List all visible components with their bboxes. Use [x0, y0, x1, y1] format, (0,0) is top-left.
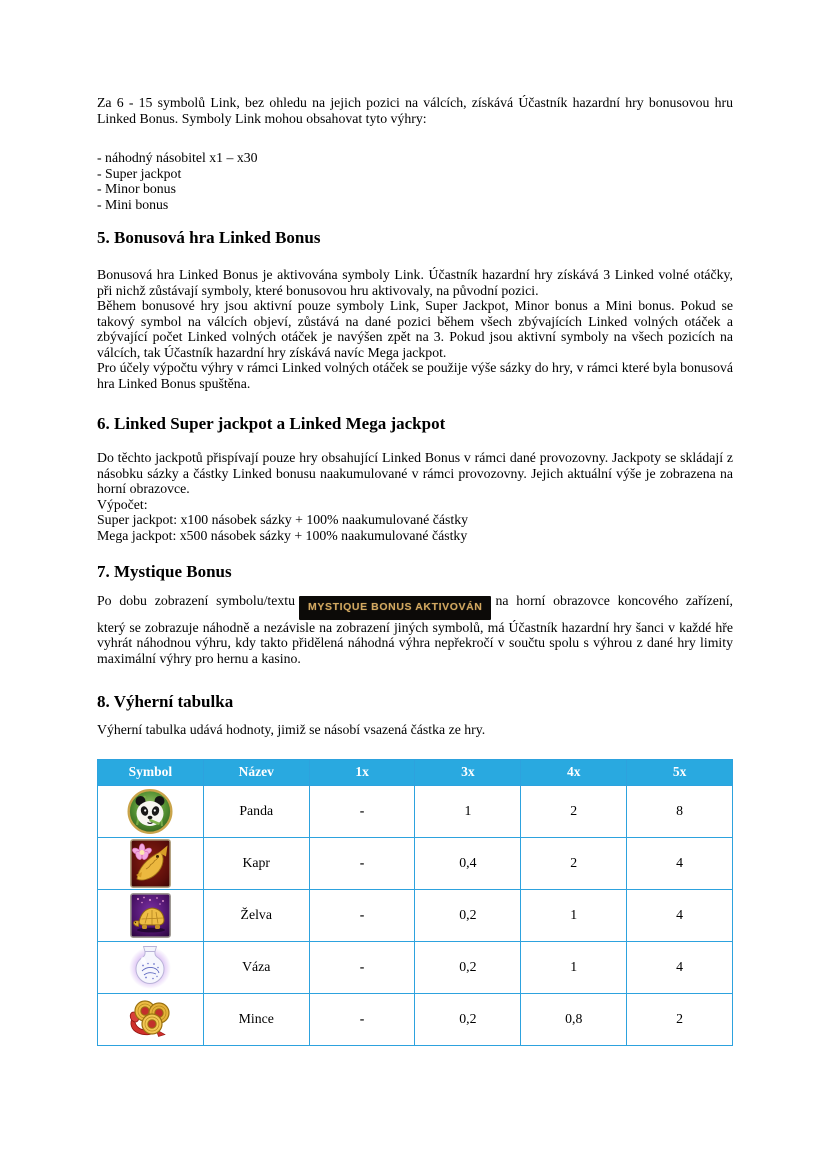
- value-1x: -: [309, 993, 415, 1045]
- symbol-name: Váza: [203, 941, 309, 993]
- header-name: Název: [203, 759, 309, 785]
- paragraph: Mega jackpot: x500 násobek sázky + 100% naakumulované částky: [97, 527, 468, 543]
- value-5x: 2: [627, 993, 733, 1045]
- paytable-header-row: [98, 759, 733, 785]
- section-8-paragraph: Výherní tabulka udává hodnoty, jimiž se násobí vsazená částka ze hry.: [97, 722, 486, 737]
- paragraph: Výpočet:: [97, 496, 148, 512]
- header-3x: 3x: [415, 759, 521, 785]
- section-7-paragraph: [97, 593, 733, 666]
- value-1x: -: [309, 785, 415, 837]
- value-3x: 0,2: [415, 889, 521, 941]
- text-before-badge: Po dobu zobrazení symbolu/textu: [97, 593, 296, 608]
- section-5-body: [97, 267, 733, 391]
- header-4x: 4x: [521, 759, 627, 785]
- link-prizes-list: [97, 150, 733, 212]
- intro-paragraph: Za 6 - 15 symbolů Link, bez ohledu na jejich pozici na válcích, získává Účastník hazardní hry bonusovou hru Linked Bonus. Symboly Link mohou obsahovat tyto výhry:: [97, 95, 733, 126]
- value-3x: 0,2: [415, 941, 521, 993]
- paragraph: Bonusová hra Linked Bonus je aktivována symboly Link. Účastník hazardní hry získává 3 Linked volné otáčky, při nichž zůstávají symboly, které bonusovou hru aktivovaly, na původní pozici.: [97, 267, 733, 298]
- section-6-body: [97, 450, 733, 543]
- section-8-heading: 8. Výherní tabulka: [97, 692, 234, 711]
- header-symbol: Symbol: [98, 759, 204, 785]
- symbol-name: Mince: [203, 993, 309, 1045]
- value-5x: 4: [627, 941, 733, 993]
- list-item: - Super jackpot: [97, 165, 182, 181]
- symbol-name: Panda: [203, 785, 309, 837]
- paragraph: Super jackpot: x100 násobek sázky + 100% naakumulované částky: [97, 512, 469, 527]
- panda-symbol-icon: [98, 788, 203, 835]
- value-1x: -: [309, 837, 415, 889]
- list-item: - náhodný násobitel x1 – x30: [97, 150, 258, 165]
- coins-symbol-icon: [98, 997, 203, 1041]
- paytable: [97, 759, 733, 1046]
- section-5-heading: 5. Bonusová hra Linked Bonus: [97, 228, 321, 247]
- table-row: [98, 941, 733, 993]
- symbol-name: Želva: [203, 889, 309, 941]
- symbol-name: Kapr: [203, 837, 309, 889]
- text-after-badge: na horní obrazovce koncového zařízení, který se zobrazuje náhodně a nezávisle na zobrazení jiných symbolů, má Účastník hazardní hry šanci v každé hře vyhrát náhodnou výhru, kdy takto přidělená náhodná výhra nepřekročí v součtu spolu s výhrou z dané hry limity maximální výhry pro hernu a kasino.: [97, 593, 733, 666]
- table-row: [98, 993, 733, 1045]
- list-item: - Minor bonus: [97, 181, 176, 196]
- mystique-bonus-badge: MYSTIQUE BONUS AKTIVOVÁN: [299, 596, 491, 620]
- list-item: - Mini bonus: [97, 196, 169, 212]
- vase-symbol-icon: [98, 944, 203, 990]
- value-3x: 0,2: [415, 993, 521, 1045]
- header-1x: 1x: [309, 759, 415, 785]
- value-4x: 0,8: [521, 993, 627, 1045]
- value-4x: 1: [521, 941, 627, 993]
- value-4x: 1: [521, 889, 627, 941]
- value-1x: -: [309, 941, 415, 993]
- paragraph: Pro účely výpočtu výhry v rámci Linked volných otáček se použije výše sázky do hry, v rámci které byla bonusová hra Linked Bonus spuštěna.: [97, 360, 733, 391]
- paytable-header: [98, 759, 733, 785]
- table-row: [98, 889, 733, 941]
- value-5x: 4: [627, 889, 733, 941]
- value-3x: 0,4: [415, 837, 521, 889]
- koi-carp-symbol-icon: [98, 839, 203, 888]
- document-content: [97, 0, 733, 1046]
- paragraph: Do těchto jackpotů přispívají pouze hry obsahující Linked Bonus v rámci dané provozovny. Jackpoty se skládají z násobku sázky a částky Linked bonusu naakumulované v rámci provozovny. Jejich aktuální výše je zobrazena na horní obrazovce.: [97, 450, 733, 496]
- value-5x: 4: [627, 837, 733, 889]
- turtle-symbol-icon: [98, 893, 203, 938]
- section-6-heading: 6. Linked Super jackpot a Linked Mega jackpot: [97, 414, 446, 433]
- value-5x: 8: [627, 785, 733, 837]
- value-4x: 2: [521, 837, 627, 889]
- paragraph: Během bonusové hry jsou aktivní pouze symboly Link, Super Jackpot, Minor bonus a Mini bonus. Pokud se takový symbol na válcích objeví, zůstává na dané pozici během všech zbývajících Linked volných otáček a zbývající počet Linked volných otáček je navýšen zpět na 3. Pokud jsou aktivní symboly na všech pozicích na válcích, tak Účastník hazardní hry získává navíc Mega jackpot.: [97, 298, 733, 360]
- header-5x: 5x: [627, 759, 733, 785]
- value-3x: 1: [415, 785, 521, 837]
- value-4x: 2: [521, 785, 627, 837]
- table-row: [98, 837, 733, 889]
- section-7-heading: 7. Mystique Bonus: [97, 562, 232, 581]
- value-1x: -: [309, 889, 415, 941]
- table-row: [98, 785, 733, 837]
